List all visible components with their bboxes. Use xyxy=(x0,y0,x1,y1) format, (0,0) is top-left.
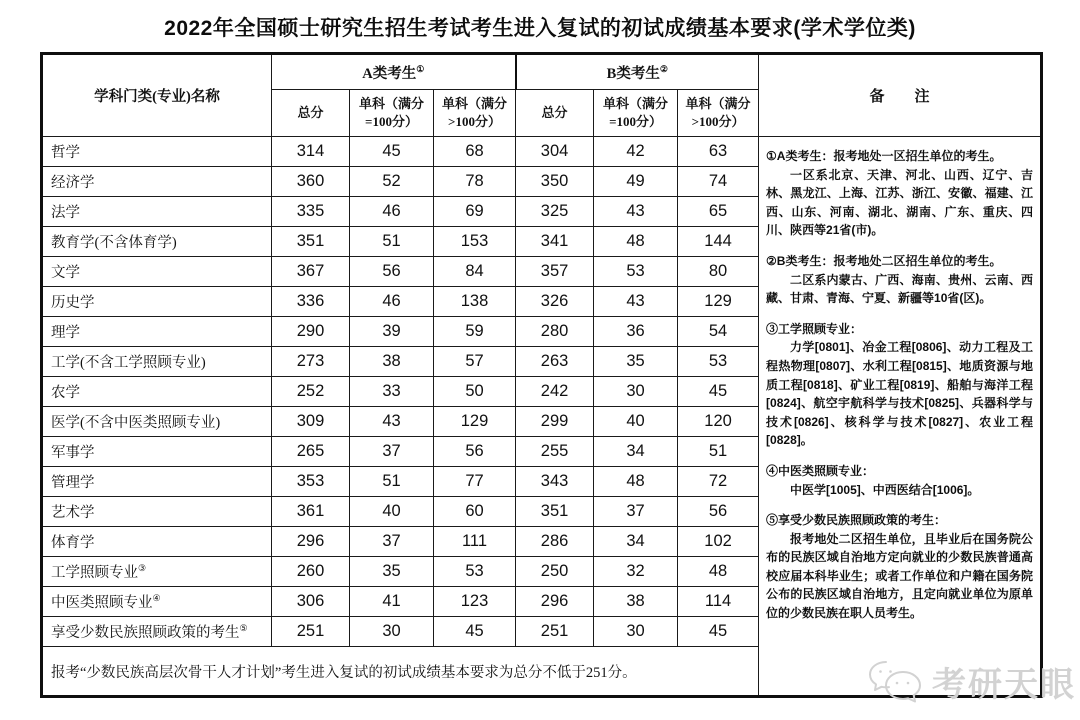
score-cell: 325 xyxy=(516,197,594,227)
score-cell: 43 xyxy=(594,197,678,227)
score-cell: 138 xyxy=(434,287,516,317)
score-cell: 39 xyxy=(350,317,434,347)
score-cell: 260 xyxy=(272,557,350,587)
score-cell: 343 xyxy=(516,467,594,497)
subject-name-cell: 中医类照顾专业④ xyxy=(42,587,272,617)
score-cell: 255 xyxy=(516,437,594,467)
subject-name-cell: 工学照顾专业③ xyxy=(42,557,272,587)
remark-body: 力学[0801]、冶金工程[0806]、动力工程及工程热物理[0807]、水利工程[0815]、地质资源与地质工程[0818]、矿业工程[0819]、船舶与海洋工程[0824]、航空宇航科学与技术[0825]、兵器科学与技术[0826]、核科学与技术[0827]、农业工程[0828]。 xyxy=(766,340,1034,448)
score-cell: 40 xyxy=(594,407,678,437)
table-row xyxy=(42,137,1042,167)
score-cell: 304 xyxy=(516,137,594,167)
subject-name-cell: 经济学 xyxy=(42,167,272,197)
remark-note xyxy=(766,462,1033,499)
header-total-a: 总分 xyxy=(272,90,350,137)
score-cell: 32 xyxy=(594,557,678,587)
score-cell: 51 xyxy=(350,467,434,497)
score-cell: 273 xyxy=(272,347,350,377)
header-group-b-sup: ② xyxy=(659,63,668,74)
score-cell: 74 xyxy=(678,167,759,197)
header-group-a-label: A类考生 xyxy=(362,65,417,82)
score-cell: 153 xyxy=(434,227,516,257)
remark-body: 一区系北京、天津、河北、山西、辽宁、吉林、黑龙江、上海、江苏、浙江、安徽、福建、江西、山东、河南、湖北、湖南、广东、重庆、四川、陕西等21省(市)。 xyxy=(766,167,1034,238)
score-cell: 56 xyxy=(434,437,516,467)
header-single-gt100-a: 单科（满分 >100分） xyxy=(434,90,516,137)
score-cell: 263 xyxy=(516,347,594,377)
score-cell: 290 xyxy=(272,317,350,347)
score-cell: 357 xyxy=(516,257,594,287)
score-cell: 80 xyxy=(678,257,759,287)
remark-body: 报考地处二区招生单位，且毕业后在国务院公布的民族区域自治地方定向就业的少数民族普通高校应届本科毕业生；或者工作单位和户籍在国务院公布的民族区域自治地方，且定向就业单位为原单位的少数民族在职人员考生。 xyxy=(766,531,1034,621)
page-title: 2022年全国硕士研究生招生考试考生进入复试的初试成绩基本要求(学术学位类) xyxy=(164,17,916,40)
score-cell: 335 xyxy=(272,197,350,227)
score-cell: 35 xyxy=(350,557,434,587)
score-cell: 42 xyxy=(594,137,678,167)
header-group-b xyxy=(516,54,759,90)
score-cell: 114 xyxy=(678,587,759,617)
subject-name-cell: 教育学(不含体育学) xyxy=(42,227,272,257)
score-cell: 56 xyxy=(350,257,434,287)
score-cell: 49 xyxy=(594,167,678,197)
header-total-b: 总分 xyxy=(516,90,594,137)
score-cell: 251 xyxy=(272,617,350,647)
subject-name-cell: 农学 xyxy=(42,377,272,407)
score-cell: 43 xyxy=(350,407,434,437)
subject-name-cell: 艺术学 xyxy=(42,497,272,527)
header-single-eq100-b: 单科（满分 =100分） xyxy=(594,90,678,137)
score-cell: 84 xyxy=(434,257,516,287)
score-cell: 57 xyxy=(434,347,516,377)
score-cell: 45 xyxy=(434,617,516,647)
score-cell: 52 xyxy=(350,167,434,197)
score-cell: 78 xyxy=(434,167,516,197)
score-cell: 36 xyxy=(594,317,678,347)
remark-body: 二区系内蒙古、广西、海南、贵州、云南、西藏、甘肃、青海、宁夏、新疆等10省(区)。 xyxy=(766,272,1034,306)
score-cell: 250 xyxy=(516,557,594,587)
score-cell: 296 xyxy=(272,527,350,557)
score-cell: 306 xyxy=(272,587,350,617)
score-cell: 50 xyxy=(434,377,516,407)
score-cell: 353 xyxy=(272,467,350,497)
score-cell: 102 xyxy=(678,527,759,557)
score-cell: 251 xyxy=(516,617,594,647)
score-cell: 53 xyxy=(678,347,759,377)
score-cell: 34 xyxy=(594,437,678,467)
score-cell: 350 xyxy=(516,167,594,197)
score-cell: 144 xyxy=(678,227,759,257)
subject-name-cell: 管理学 xyxy=(42,467,272,497)
score-cell: 51 xyxy=(678,437,759,467)
subject-name-cell: 军事学 xyxy=(42,437,272,467)
subject-name-cell: 工学(不含工学照顾专业) xyxy=(42,347,272,377)
score-table xyxy=(40,52,1043,698)
header-single-eq100-a: 单科（满分 =100分） xyxy=(350,90,434,137)
header-remark: 备 注 xyxy=(759,54,1042,137)
subject-name-cell: 法学 xyxy=(42,197,272,227)
score-cell: 30 xyxy=(594,617,678,647)
score-cell: 326 xyxy=(516,287,594,317)
score-cell: 360 xyxy=(272,167,350,197)
remark-head: ③工学照顾专业： xyxy=(766,321,863,336)
footer-note: 报考“少数民族高层次骨干人才计划”考生进入复试的初试成绩基本要求为总分不低于251分。 xyxy=(42,647,759,697)
score-cell: 35 xyxy=(594,347,678,377)
score-cell: 48 xyxy=(594,227,678,257)
subject-name-cell: 历史学 xyxy=(42,287,272,317)
remark-head: ⑤享受少数民族照顾政策的考生： xyxy=(766,513,947,528)
score-cell: 69 xyxy=(434,197,516,227)
remarks-cell xyxy=(759,137,1042,697)
remark-body: 中医学[1005]、中西医结合[1006]。 xyxy=(790,482,980,497)
score-cell: 252 xyxy=(272,377,350,407)
remark-note xyxy=(766,511,1033,623)
subject-name-cell: 享受少数民族照顾政策的考生⑤ xyxy=(42,617,272,647)
score-cell: 40 xyxy=(350,497,434,527)
score-cell: 43 xyxy=(594,287,678,317)
remark-head: ①A类考生：报考地处一区招生单位的考生。 xyxy=(766,149,1002,163)
score-cell: 129 xyxy=(678,287,759,317)
score-cell: 48 xyxy=(678,557,759,587)
score-cell: 63 xyxy=(678,137,759,167)
score-cell: 65 xyxy=(678,197,759,227)
score-cell: 53 xyxy=(434,557,516,587)
score-cell: 68 xyxy=(434,137,516,167)
header-group-a-sup: ① xyxy=(416,63,425,74)
score-cell: 34 xyxy=(594,527,678,557)
score-cell: 41 xyxy=(350,587,434,617)
score-cell: 299 xyxy=(516,407,594,437)
score-cell: 37 xyxy=(350,437,434,467)
score-cell: 351 xyxy=(516,497,594,527)
subject-sup: ③ xyxy=(138,563,147,574)
score-cell: 45 xyxy=(678,617,759,647)
score-cell: 111 xyxy=(434,527,516,557)
score-cell: 123 xyxy=(434,587,516,617)
score-cell: 51 xyxy=(350,227,434,257)
score-cell: 45 xyxy=(678,377,759,407)
score-cell: 296 xyxy=(516,587,594,617)
table-header xyxy=(42,54,1042,137)
score-cell: 280 xyxy=(516,317,594,347)
header-group-b-label: B类考生 xyxy=(606,65,660,82)
header-group-row xyxy=(42,54,1042,90)
score-cell: 33 xyxy=(350,377,434,407)
score-cell: 120 xyxy=(678,407,759,437)
score-cell: 286 xyxy=(516,527,594,557)
subject-name-cell: 哲学 xyxy=(42,137,272,167)
score-cell: 351 xyxy=(272,227,350,257)
score-cell: 309 xyxy=(272,407,350,437)
remark-head: ②B类考生：报考地处二区招生单位的考生。 xyxy=(766,253,1002,268)
score-cell: 242 xyxy=(516,377,594,407)
subject-name-cell: 文学 xyxy=(42,257,272,287)
remark-note xyxy=(766,252,1033,308)
score-cell: 336 xyxy=(272,287,350,317)
remark-head: ④中医类照顾专业： xyxy=(766,463,875,478)
score-cell: 56 xyxy=(678,497,759,527)
score-cell: 46 xyxy=(350,197,434,227)
score-cell: 265 xyxy=(272,437,350,467)
score-cell: 361 xyxy=(272,497,350,527)
subject-sup: ④ xyxy=(152,593,161,604)
score-cell: 341 xyxy=(516,227,594,257)
remark-note xyxy=(766,320,1033,450)
header-single-gt100-b: 单科（满分 >100分） xyxy=(678,90,759,137)
subject-name-cell: 理学 xyxy=(42,317,272,347)
subject-name-cell: 体育学 xyxy=(42,527,272,557)
score-cell: 60 xyxy=(434,497,516,527)
header-subject: 学科门类(专业)名称 xyxy=(42,54,272,137)
score-cell: 46 xyxy=(350,287,434,317)
score-cell: 53 xyxy=(594,257,678,287)
score-cell: 314 xyxy=(272,137,350,167)
subject-name-cell: 医学(不含中医类照顾专业) xyxy=(42,407,272,437)
subject-sup: ⑤ xyxy=(239,623,248,634)
score-cell: 30 xyxy=(594,377,678,407)
header-group-a xyxy=(272,54,516,90)
score-cell: 38 xyxy=(594,587,678,617)
score-cell: 45 xyxy=(350,137,434,167)
score-cell: 59 xyxy=(434,317,516,347)
score-cell: 129 xyxy=(434,407,516,437)
score-cell: 37 xyxy=(350,527,434,557)
watermark-label: 考研天眼 xyxy=(932,666,1076,704)
score-cell: 48 xyxy=(594,467,678,497)
score-cell: 30 xyxy=(350,617,434,647)
table-body xyxy=(42,137,1042,697)
score-cell: 37 xyxy=(594,497,678,527)
score-cell: 367 xyxy=(272,257,350,287)
score-cell: 72 xyxy=(678,467,759,497)
score-cell: 77 xyxy=(434,467,516,497)
score-cell: 54 xyxy=(678,317,759,347)
score-cell: 38 xyxy=(350,347,434,377)
remark-note xyxy=(766,147,1033,240)
